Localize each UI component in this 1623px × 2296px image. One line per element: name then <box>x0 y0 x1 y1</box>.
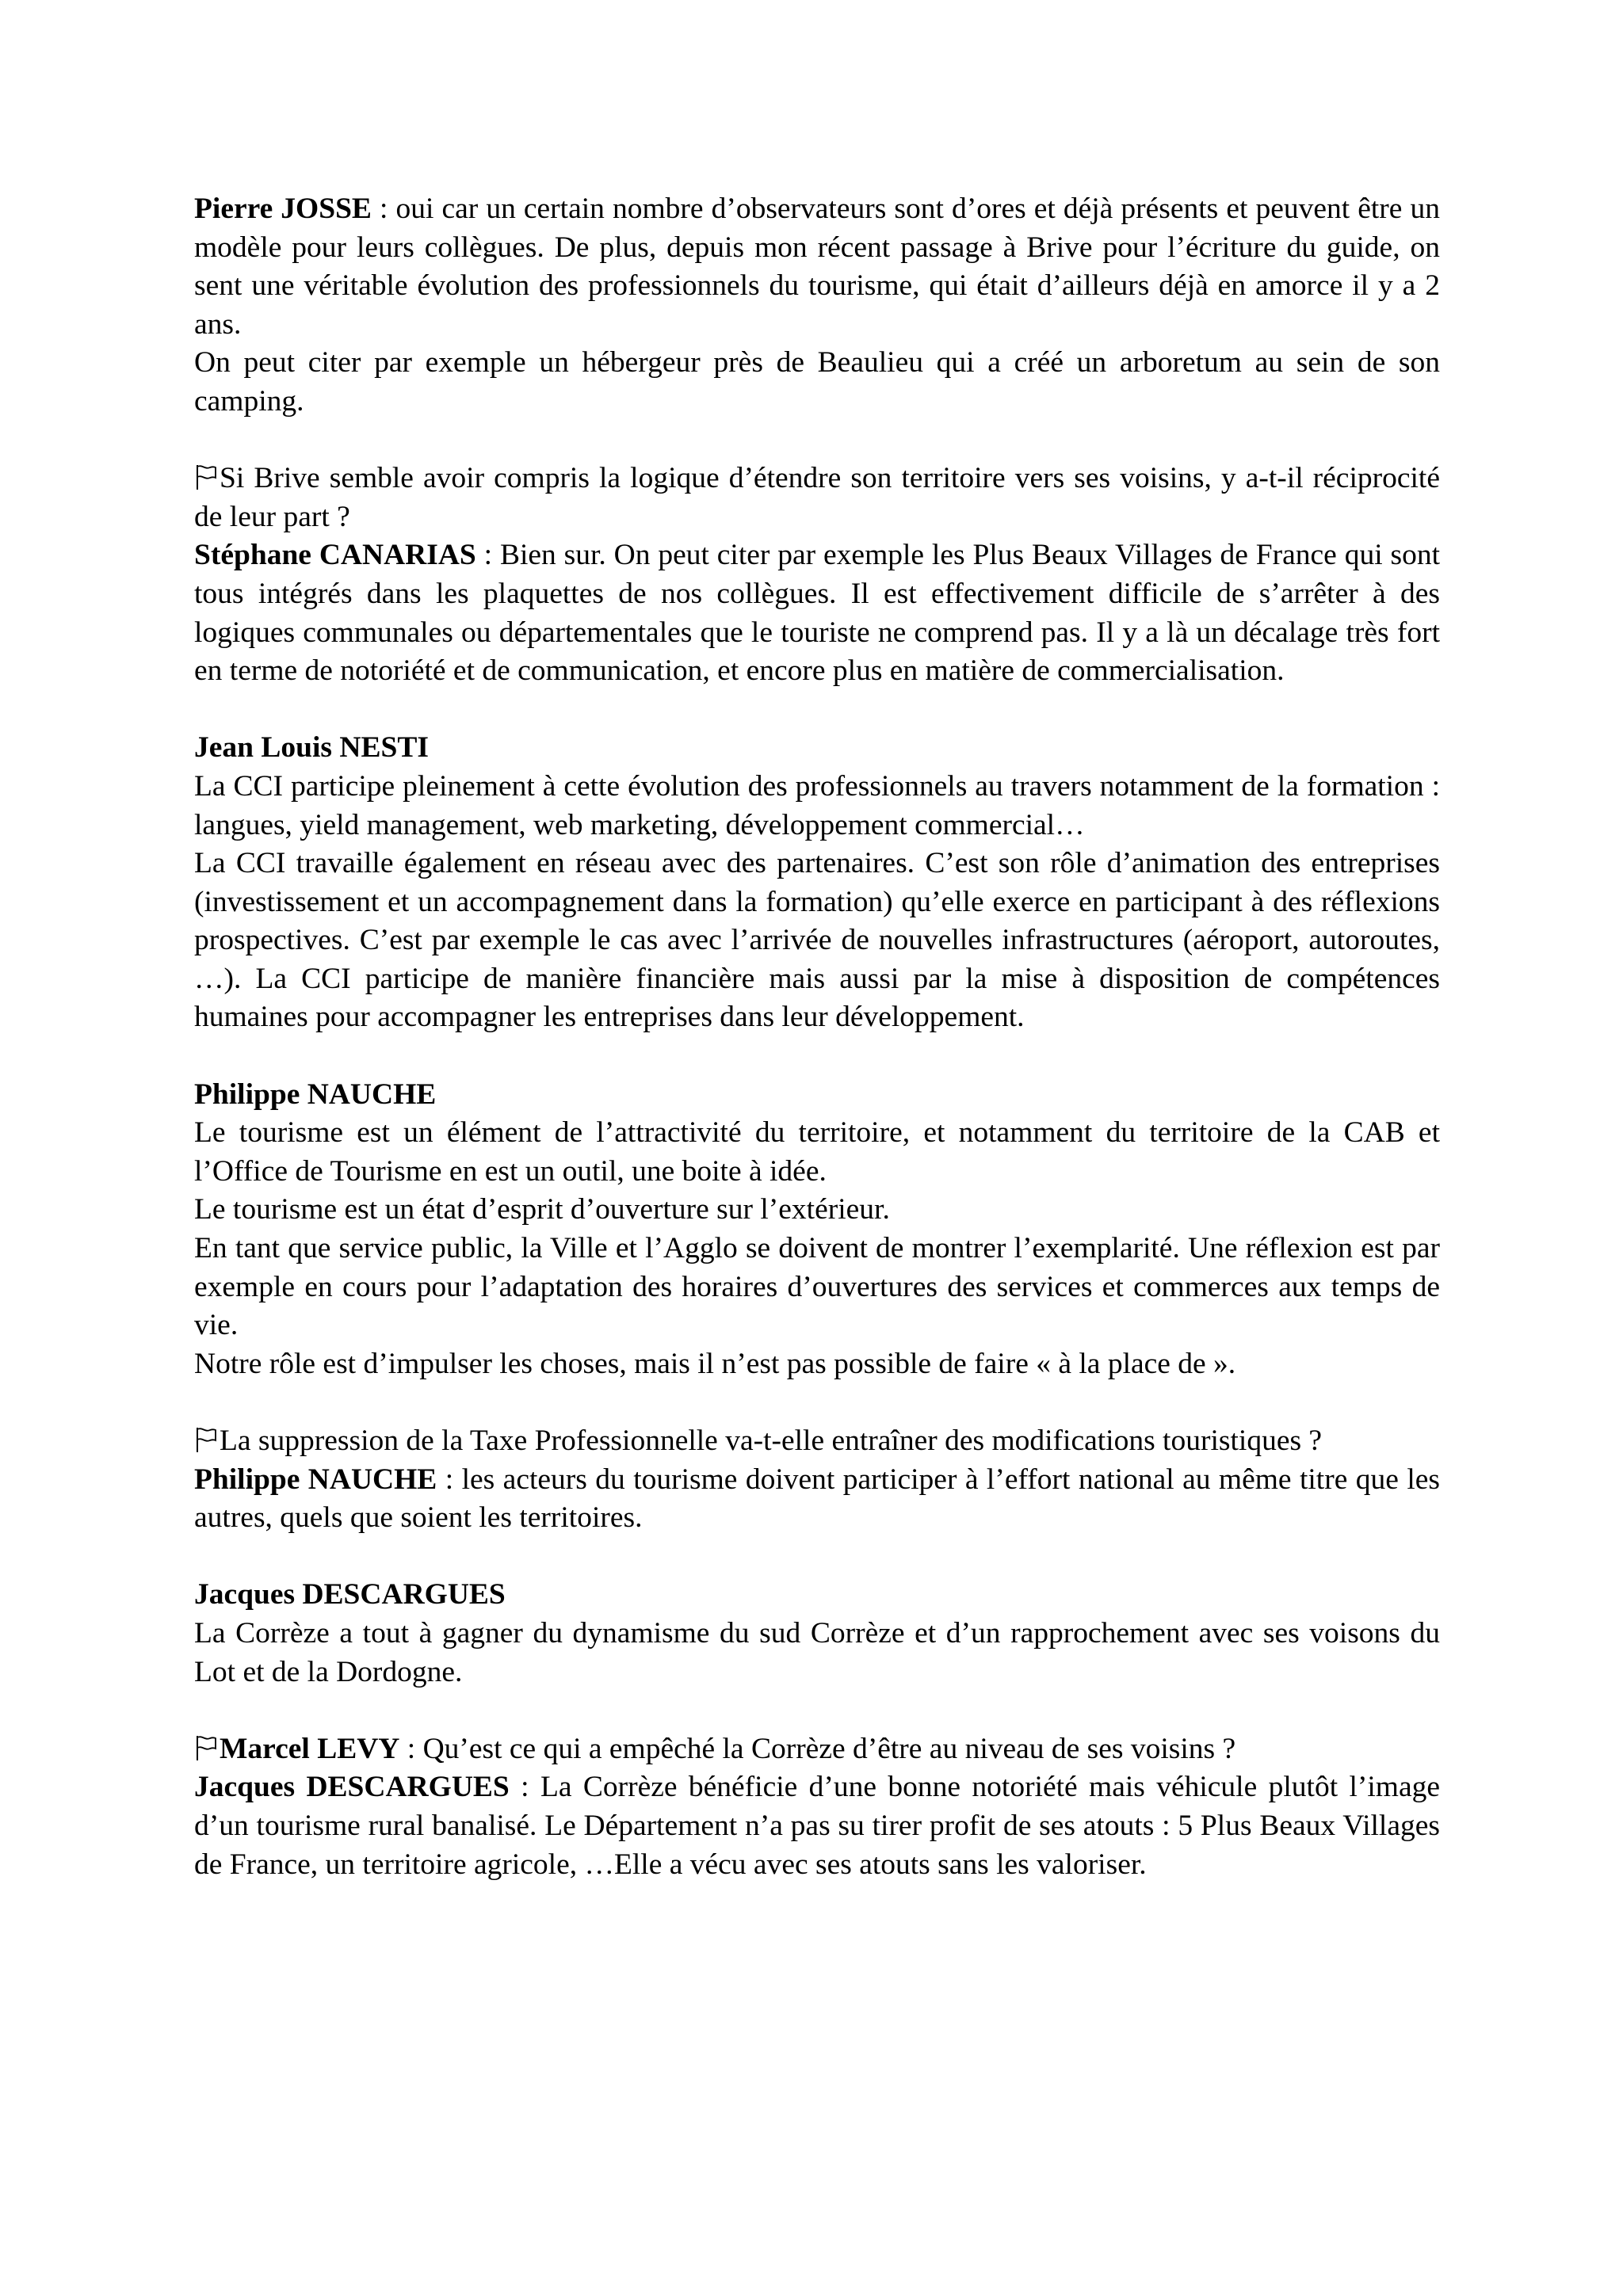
speaker-name: Jacques DESCARGUES <box>194 1771 510 1804</box>
paragraph: La Corrèze a tout à gagner du dynamisme du sud Corrèze et d’un rapprochement avec ses voisons du Lot et de la Dordogne. <box>194 1616 1440 1688</box>
separator: : <box>509 1771 540 1804</box>
spacer <box>194 691 1440 730</box>
separator: : <box>475 539 500 572</box>
paragraph-text: Bien sur. On peut citer par exemple les Plus Beaux Villages de France qui sont tous intégrés dans les plaquettes de nos collègues. Il est effectivement difficile de s’arrêter à des logiques communales ou départementales que le touriste ne comprend pas. Il y a là un décalage très fort en terme de notoriété et de communication, et encore plus en matière de commercialisation. <box>194 539 1441 688</box>
paragraph <box>194 344 1440 421</box>
spacer <box>194 1538 1440 1577</box>
paragraph <box>194 1768 1440 1884</box>
spacer <box>194 1037 1440 1076</box>
paragraph <box>194 536 1440 690</box>
speaker-name: Pierre JOSSE <box>194 193 372 225</box>
paragraph: Notre rôle est d’impulser les choses, mais il n’est pas possible de faire « à la place de ». <box>194 1347 1236 1380</box>
spacer <box>194 1691 1440 1730</box>
flag-icon <box>194 1734 218 1761</box>
paragraph: En tant que service public, la Ville et l’Agglo se doivent de montrer l’exemplarité. Une réflexion est par exemple en cours pour l’adaptation des horaires d’ouvertures des services et commerces aux temps de vie. <box>194 1232 1440 1342</box>
question <box>194 460 1440 536</box>
paragraph: Le tourisme est un élément de l’attractivité du territoire, et notamment du territoire de la CAB et l’Office de Tourisme en est un outil, une boite à idée. <box>194 1116 1440 1188</box>
speaker-heading: Philippe NAUCHE <box>194 1077 437 1111</box>
paragraph-text: oui car un certain nombre d’observateurs sont d’ores et déjà présents et peuvent être un modèle pour leurs collègues. De plus, depuis mon récent passage à Brive pour l’écriture du guide, on sent une véritable évolution des professionnels du tourisme, qui était d’ailleurs déjà en amorce il y a 2 ans. <box>194 193 1440 341</box>
question <box>194 1730 1440 1769</box>
flag-icon <box>194 463 218 490</box>
question-text: La suppression de la Taxe Professionnelle va-t-elle entraîner des modifications touristiques ? <box>220 1425 1323 1457</box>
separator: : <box>437 1463 462 1496</box>
document-page <box>194 190 1440 1884</box>
speaker-name: Stéphane CANARIAS <box>194 539 476 572</box>
speaker-name: Philippe NAUCHE <box>194 1463 437 1496</box>
separator: : <box>371 193 396 225</box>
flag-icon <box>194 1426 218 1453</box>
spacer <box>194 1383 1440 1422</box>
paragraph-text: La Corrèze bénéficie d’une bonne notoriété mais véhicule plutôt l’image d’un tourisme rural banalisé. Le Département n’a pas su tirer profit de ses atouts : 5 Plus Beaux Villages de France, un territoire agricole, …Elle a vécu avec ses atouts sans les valoriser. <box>194 1771 1441 1881</box>
speaker-heading: Jacques DESCARGUES <box>194 1578 506 1611</box>
paragraph: Le tourisme est un état d’esprit d’ouverture sur l’extérieur. <box>194 1193 890 1226</box>
paragraph: La CCI participe pleinement à cette évolution des professionnels au travers notamment de la formation : langues, yield management, web marketing, développement commercial… <box>194 769 1440 841</box>
paragraph-text: On peut citer par exemple un hébergeur près de Beaulieu qui a créé un arboretum au sein de son camping. <box>194 346 1440 418</box>
paragraph <box>194 190 1440 344</box>
spacer <box>194 421 1440 460</box>
paragraph <box>194 1461 1440 1538</box>
speaker-heading: Jean Louis NESTI <box>194 731 429 765</box>
question <box>194 1422 1440 1461</box>
question-text: Qu’est ce qui a empêché la Corrèze d’être au niveau de ses voisins ? <box>422 1732 1236 1765</box>
question-speaker: Marcel LEVY <box>220 1732 400 1765</box>
separator: : <box>399 1732 423 1765</box>
paragraph-text: les acteurs du tourisme doivent participer à l’effort national au même titre que les autres, quels que soient les territoires. <box>194 1463 1440 1535</box>
question-text: Si Brive semble avoir compris la logique d’étendre son territoire vers ses voisins, y a-t-il réciprocité de leur part ? <box>194 462 1440 533</box>
paragraph: La CCI travaille également en réseau avec des partenaires. C’est son rôle d’animation des entreprises (investissement et un accompagnement dans la formation) qu’elle exerce en participant à des réflexions prospectives. C’est par exemple le cas avec l’arrivée de nouvelles infrastructures (aéroport, autoroutes, …). La CCI participe de manière financière mais aussi par la mise à disposition de compétences humaines pour accompagner les entreprises dans leur développement. <box>194 847 1440 1034</box>
